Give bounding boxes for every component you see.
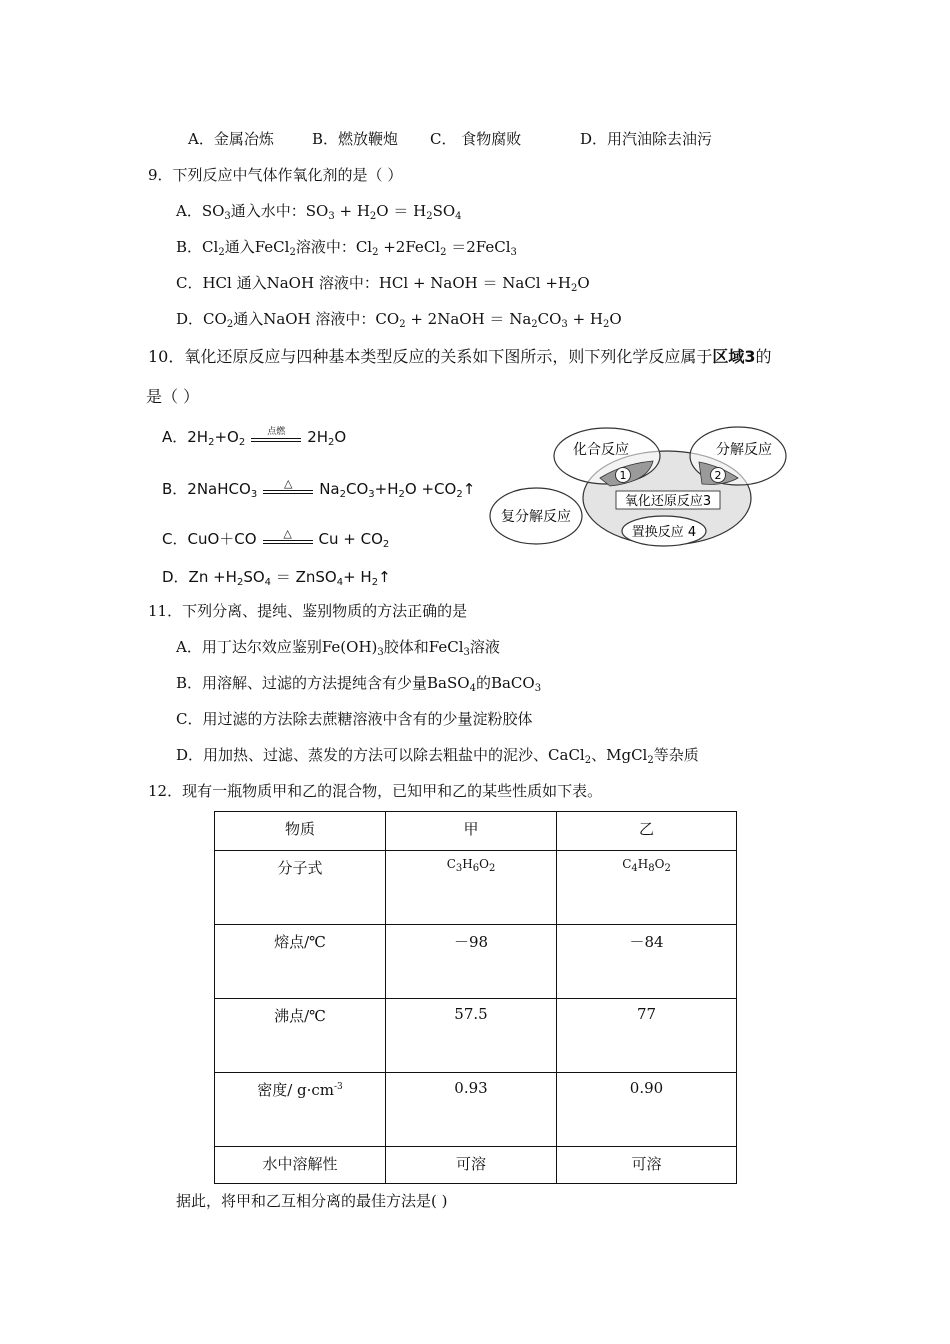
formula-label: 分子式 bbox=[215, 851, 386, 925]
table-row bbox=[215, 1147, 737, 1184]
q12-followup: 据此，将甲和乙互相分离的最佳方法是( ) bbox=[176, 1192, 448, 1210]
header-yi: 乙 bbox=[557, 812, 737, 851]
q10-option-c: C．CuO＋CO △ $Cu + CO_2$ bbox=[162, 526, 390, 550]
boiling-point-yi: 77 bbox=[557, 999, 737, 1073]
q10-stem-cont: 是（ ） bbox=[146, 387, 200, 406]
solubility-label: 水中溶解性 bbox=[215, 1147, 386, 1184]
q11-option-c: C．用过滤的方法除去蔗糖溶液中含有的少量淀粉胶体 bbox=[176, 710, 533, 728]
q11-option-a: A．用丁达尔效应鉴别$Fe(OH)_3$胶体和FeCl$_3$溶液 bbox=[176, 638, 500, 658]
q8-option-c: C． 食物腐败 bbox=[430, 130, 522, 148]
region-2-label: 2 bbox=[714, 469, 722, 482]
table-row bbox=[215, 999, 737, 1073]
reaction-relationship-diagram bbox=[488, 420, 793, 555]
q9-option-b: B．$Cl_2$通入FeCl$_2$溶液中：$Cl_2$ +2FeCl$_2$ ＝2FeCl$_3$ bbox=[176, 238, 517, 258]
redox-label: 氧化还原反应3 bbox=[624, 494, 712, 509]
q9-option-a: A．$SO_3$通入水中：$SO_3 + H_2O = H_2SO_4$ bbox=[176, 202, 462, 222]
q8-option-d: D．用汽油除去油污 bbox=[580, 130, 713, 148]
header-jia: 甲 bbox=[386, 812, 557, 851]
q10-stem: 10．氧化还原反应与四种基本类型反应的关系如下图所示，则下列化学反应属于区域3的 bbox=[148, 347, 772, 366]
jia-formula: $C_3H_6O_2$ bbox=[386, 851, 557, 925]
boiling-point-label: 沸点/℃ bbox=[215, 999, 386, 1073]
density-jia: 0.93 bbox=[386, 1073, 557, 1147]
q10-option-a: A．$2H_2+O_2$ 点燃 $2H_2O$ bbox=[162, 426, 347, 448]
combination-label: 化合反应 bbox=[573, 442, 629, 458]
table-header-row bbox=[215, 812, 737, 851]
q11-stem: 11．下列分离、提纯、鉴别物质的方法正确的是 bbox=[148, 602, 468, 620]
double-displacement-label: 复分解反应 bbox=[501, 509, 571, 525]
q11-option-b: B．用溶解、过滤的方法提纯含有少量BaSO$_4$的BaCO$_3$ bbox=[176, 674, 542, 694]
q10-option-b: B．2NaHCO$_3$ △ $Na_2CO_3+H_2O$ $+CO_2↑$ bbox=[162, 476, 476, 500]
table-row bbox=[215, 1073, 737, 1147]
table-row bbox=[215, 851, 737, 925]
q10-option-d: D．$Zn +H_2SO_4$ ＝ ZnSO$_4$+ $H_2↑$ bbox=[162, 568, 391, 588]
q11-option-d: D．用加热、过滤、蒸发的方法可以除去粗盐中的泥沙、CaCl$_2$、MgCl$_2$等杂质 bbox=[176, 746, 699, 766]
decomposition-label: 分解反应 bbox=[716, 442, 772, 458]
yi-formula: $C_4H_8O_2$ bbox=[557, 851, 737, 925]
solubility-yi: 可溶 bbox=[557, 1147, 737, 1184]
region-1-label: 1 bbox=[619, 469, 627, 482]
q12-stem: 12．现有一瓶物质甲和乙的混合物，已知甲和乙的某些性质如下表。 bbox=[148, 782, 603, 800]
q9-option-c: C．HCl 通入NaOH 溶液中：HCl + NaOH ＝ NaCl $+H_2O$ bbox=[176, 274, 590, 294]
boiling-point-jia: 57.5 bbox=[386, 999, 557, 1073]
single-displacement-label: 置换反应 4 bbox=[631, 525, 697, 540]
q8-option-b: B．燃放鞭炮 bbox=[312, 130, 399, 148]
density-yi: 0.90 bbox=[557, 1073, 737, 1147]
header-substance: 物质 bbox=[215, 812, 386, 851]
density-label: 密度/ $g\cdot cm^{-3}$ bbox=[215, 1073, 386, 1147]
table-row bbox=[215, 925, 737, 999]
q8-option-a: A．金属冶炼 bbox=[188, 130, 274, 148]
properties-table bbox=[214, 811, 737, 1184]
q9-stem: 9．下列反应中气体作氧化剂的是（ ） bbox=[148, 166, 403, 184]
solubility-jia: 可溶 bbox=[386, 1147, 557, 1184]
melting-point-jia: －98 bbox=[386, 925, 557, 999]
melting-point-label: 熔点/℃ bbox=[215, 925, 386, 999]
q9-option-d: D．$CO_2$通入NaOH 溶液中：$CO_2$ + 2NaOH ＝ $Na_2CO_3 + H_2O$ bbox=[176, 310, 622, 330]
melting-point-yi: －84 bbox=[557, 925, 737, 999]
